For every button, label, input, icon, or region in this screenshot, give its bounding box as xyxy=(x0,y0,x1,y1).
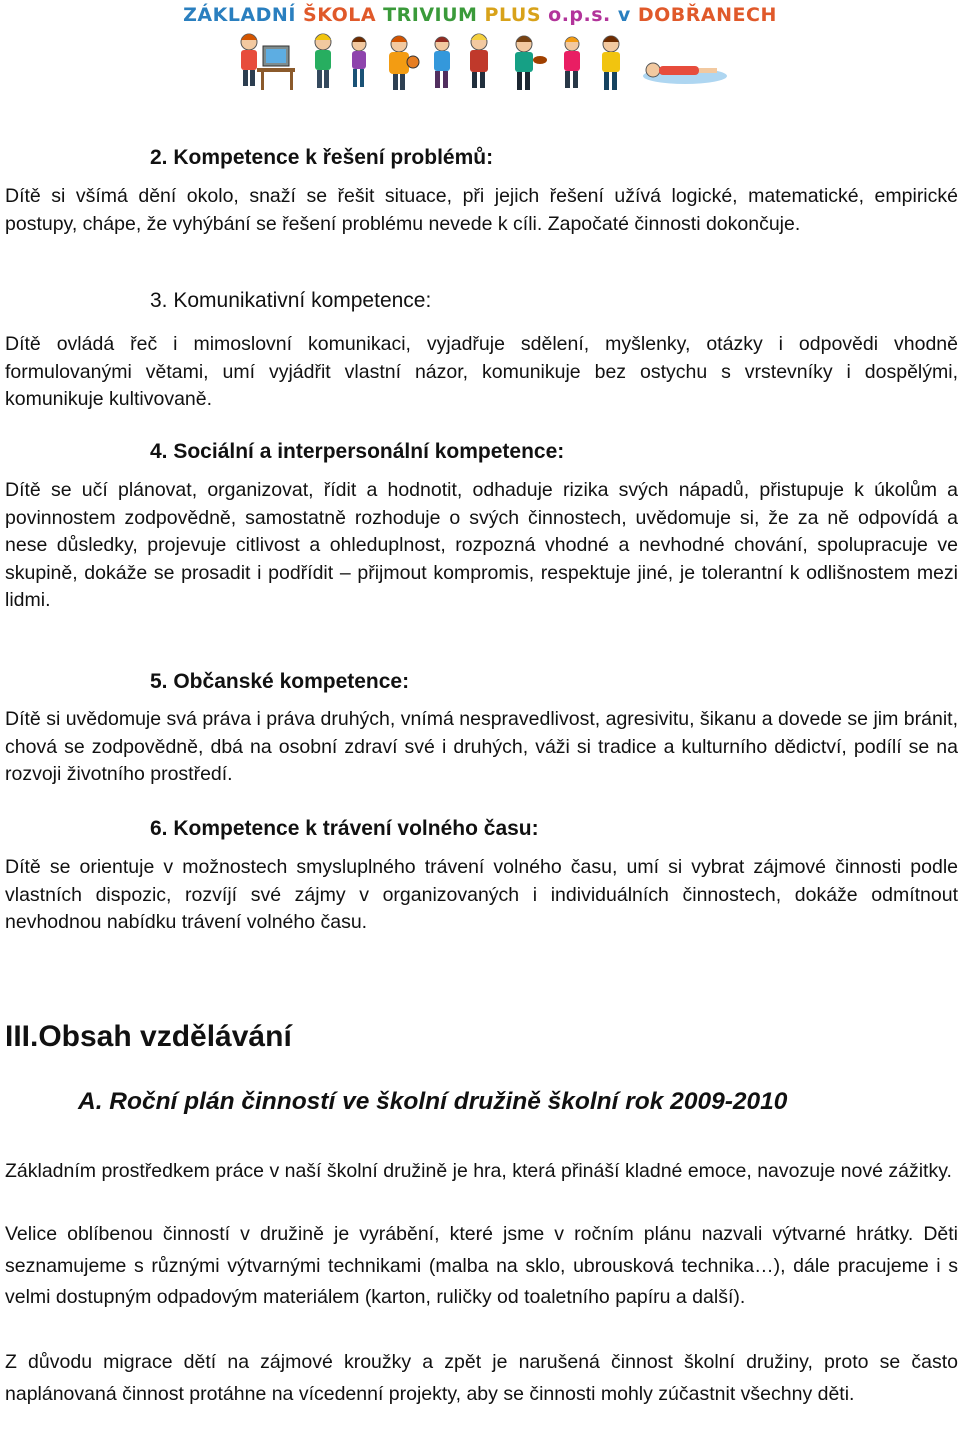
school-name-part: PLUS xyxy=(484,4,549,26)
chapter-heading: III.Obsah vzdělávání xyxy=(5,1020,292,1053)
section-paragraph: Dítě se orientuje v možnostech smysluplného trávení volného času, umí si vybrat zájmové činnosti podle vlastních dispozic, rozvíjí své zájmy v organizovaných i individuálních činnostech, dokáže odmítnout nevhodnou nabídku trávení volného času. xyxy=(5,856,958,933)
section-heading: 4. Sociální a interpersonální kompetence: xyxy=(150,440,565,463)
section-heading: 3. Komunikativní kompetence: xyxy=(150,289,432,312)
chapter-paragraph: Základním prostředkem práce v naší školní družině je hra, která přináší kladné emoce, navozuje nové zážitky. xyxy=(5,1160,952,1182)
section-paragraph: Dítě si všímá dění okolo, snaží se řešit situace, při jejich řešení užívá logické, matematické, empirické postupy, chápe, že vyhýbání se řešení problému nevede k cíli. Započaté činnosti dokončuje. xyxy=(5,185,958,235)
section-heading: 2. Kompetence k řešení problémů: xyxy=(150,146,494,169)
child-figure xyxy=(515,36,547,90)
child-figure xyxy=(643,63,727,84)
section-paragraph: Dítě se učí plánovat, organizovat, řídit a hodnotit, odhaduje rizika svých nápadů, přistupuje k úkolům a povinnostem zodpovědně, samostatně rozhoduje o svých činnostech, uvědomuje si, že za ně odpovídá a nese důsledky, projevuje citlivost a ohleduplnost, rozpozná vhodné a nevhodné chování, spolupracuje ve skupině, dokáže se prosadit i podřídit – přijmout kompromis, respektuje jiné, je tolerantní k odlišnostem mezi lidmi. xyxy=(5,479,958,611)
child-figure xyxy=(564,37,580,88)
chapter-paragraph: Z důvodu migrace dětí na zájmové kroužky a zpět je narušená činnost školní družiny, proto se často naplánovaná činnost protáhne na vícedenní projekty, aby se činnosti mohly zúčastnit všechny děti. xyxy=(5,1351,958,1405)
child-figure xyxy=(602,36,620,90)
school-name-part: TRIVIUM xyxy=(383,4,485,26)
chapter-subheading: A. Roční plán činností ve školní družině školní rok 2009-2010 xyxy=(78,1088,788,1115)
chapter-paragraph: Velice oblíbenou činností v družině je vyrábění, které jsme v ročním plánu nazvali výtvarné hrátky. Děti seznamujeme s různými výtvarnými technikami (malba na sklo, ubrousková technika…), dále pracujeme i s velmi dostupným odpadovým materiálem (karton, ruličky od toaletního papíru a další). xyxy=(5,1223,958,1308)
child-figure xyxy=(434,37,450,88)
child-figure xyxy=(241,34,257,86)
computer-figure xyxy=(257,46,295,90)
section-paragraph: Dítě si uvědomuje svá práva i práva druhých, vnímá nespravedlivost, agresivitu, šikanu a dovede se jim bránit, chová se zodpovědně, dbá na osobní zdraví své i druhých, váži si tradice a kulturního dědictví, podílí se na rozvoji životního prostředí. xyxy=(5,708,958,785)
child-figure xyxy=(352,37,366,87)
school-name-part: ZÁKLADNÍ xyxy=(183,4,304,26)
child-figure xyxy=(470,34,488,88)
child-figure xyxy=(389,36,419,90)
school-name-part: DOBŘANECH xyxy=(637,4,777,26)
page-header xyxy=(0,0,960,95)
children-activities-illustration xyxy=(225,28,745,92)
section-heading: 5. Občanské kompetence: xyxy=(150,670,410,693)
section-heading: 6. Kompetence k trávení volného času: xyxy=(150,817,539,840)
school-name-part: o.p.s. xyxy=(548,4,618,26)
school-name-part: ŠKOLA xyxy=(303,4,384,26)
school-name xyxy=(0,4,960,26)
section-paragraph: Dítě ovládá řeč i mimoslovní komunikaci, vyjadřuje sdělení, myšlenky, otázky i odpovědi vhodně formulovanými větami, umí vyjádřit vlastní názor, komunikuje bez ostychu s vrstevníky i dospělými, komunikuje kultivovaně. xyxy=(5,333,958,410)
school-name-part: v xyxy=(617,4,638,26)
child-figure xyxy=(315,34,331,88)
